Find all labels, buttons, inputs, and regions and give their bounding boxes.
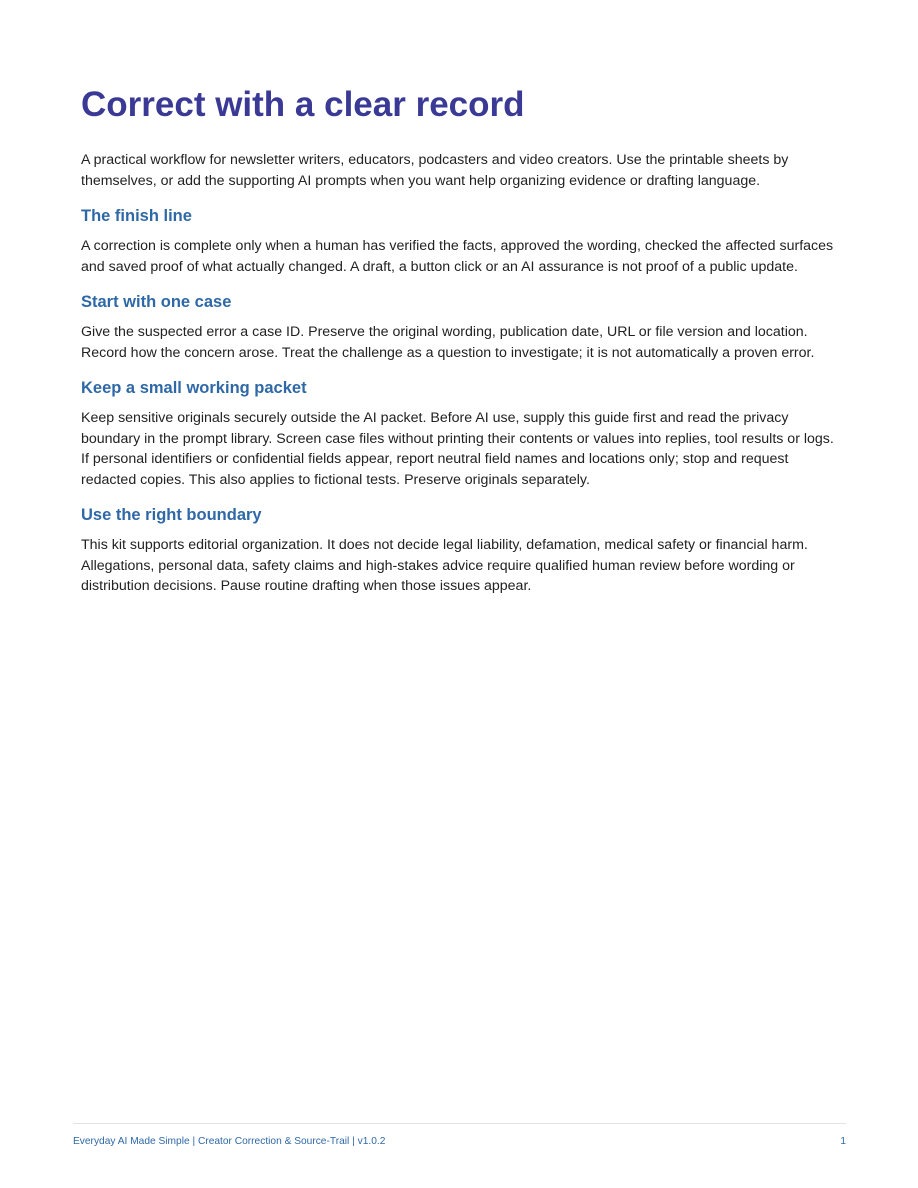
section-heading: The finish line [81,207,192,225]
section-start-with-one-case [81,291,841,363]
section-finish-line [81,205,841,277]
section-body: Give the suspected error a case ID. Preserve the original wording, publication date, URL or file version and location. Record how the concern arose. Treat the challenge as a question to investigate; it is not automatically a proven error. [81,324,815,361]
section-body: Keep sensitive originals securely outside the AI packet. Before AI use, supply this guide first and read the privacy boundary in the prompt library. Screen case files without printing their contents or values into replies, tool results or logs. If personal identifiers or confidential fields appear, report neutral field names and locations only; stop and request redacted copies. This also applies to fictional tests. Preserve originals separately. [81,410,834,488]
intro-paragraph: A practical workflow for newsletter writers, educators, podcasters and video creators. Use the printable sheets by themselves, or add the supporting AI prompts when you want help organizing evidence or drafting language. [81,152,789,189]
section-right-boundary [81,504,841,597]
section-heading: Use the right boundary [81,506,262,524]
page-footer [73,1123,846,1148]
section-body: A correction is complete only when a human has verified the facts, approved the wording, checked the affected surfaces and saved proof of what actually changed. A draft, a button click or an AI assurance is not proof of a public update. [81,238,834,275]
page-title: Correct with a clear record [81,85,525,124]
section-working-packet [81,377,841,490]
footer-text: Everyday AI Made Simple | Creator Correction & Source-Trail | v1.0.2 [73,1136,386,1147]
section-heading: Keep a small working packet [81,379,307,397]
section-body: This kit supports editorial organization. It does not decide legal liability, defamation, medical safety or financial harm. Allegations, personal data, safety claims and high-stakes advice require qualified human review before wording or distribution decisions. Pause routine drafting when those issues appear. [81,537,808,594]
document-page [81,84,841,597]
section-heading: Start with one case [81,293,232,311]
page-number: 1 [840,1136,846,1147]
